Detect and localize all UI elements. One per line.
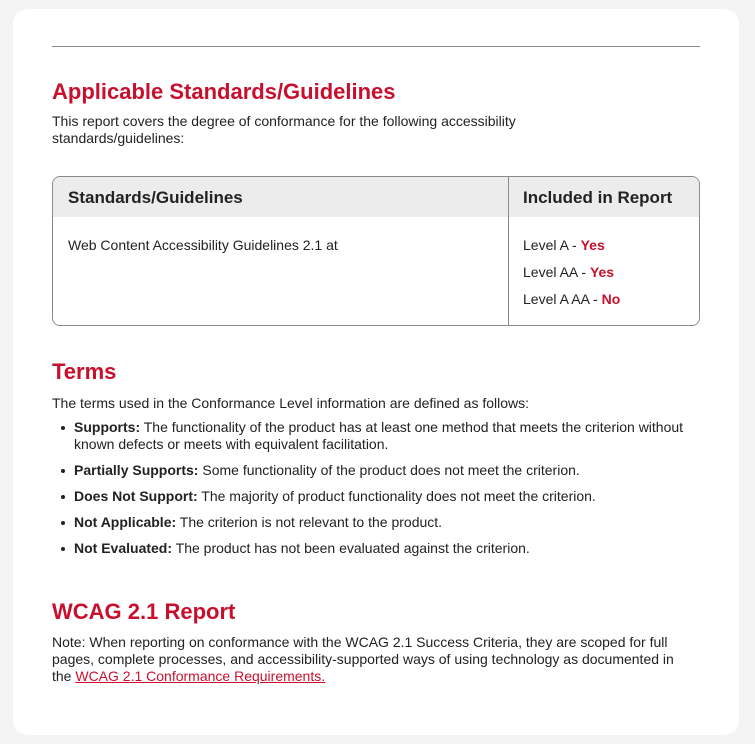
terms-intro: The terms used in the Conformance Level information are defined as follows:: [52, 395, 530, 411]
header-standards: Standards/Guidelines: [68, 188, 243, 207]
standards-table: [52, 176, 700, 326]
level-aaa-value: No: [601, 291, 621, 307]
term-text: The product has not been evaluated against the criterion.: [172, 540, 530, 556]
term-text: Some functionality of the product does not meet the criterion.: [198, 462, 580, 478]
standard-cell: Web Content Accessibility Guidelines 2.1 at: [68, 237, 338, 253]
list-item: [74, 514, 704, 531]
wcag-note-text: Note: When reporting on conformance with the WCAG 2.1 Success Criteria, they are scoped for full pages, complete processes, and accessibility-supported ways of using technology as documented in the: [52, 634, 674, 684]
column-divider: [508, 177, 509, 325]
level-aaa: [523, 291, 620, 318]
standards-heading: Applicable Standards/Guidelines: [52, 79, 396, 104]
term-text: The majority of product functionality does not meet the criterion.: [197, 488, 596, 504]
level-aa-label: Level AA -: [523, 264, 590, 280]
list-item: [74, 488, 704, 505]
term-label: Supports:: [74, 419, 141, 435]
level-aaa-label: Level A AA -: [523, 291, 602, 307]
wcag-heading: WCAG 2.1 Report: [52, 599, 236, 624]
header-included: Included in Report: [523, 188, 673, 207]
wcag-note: [52, 634, 697, 685]
term-label: Not Applicable:: [74, 514, 177, 530]
list-item: [74, 540, 704, 557]
level-aa: [523, 264, 620, 291]
term-label: Not Evaluated:: [74, 540, 173, 556]
levels-cell: [523, 237, 620, 318]
level-a: [523, 237, 620, 264]
list-item: [74, 419, 704, 453]
terms-heading: Terms: [52, 359, 117, 384]
wcag-requirements-link[interactable]: WCAG 2.1 Conformance Requirements.: [75, 668, 326, 684]
term-text: The criterion is not relevant to the product.: [176, 514, 443, 530]
level-a-value: Yes: [580, 237, 605, 253]
report-card: [13, 9, 739, 735]
level-aa-value: Yes: [589, 264, 615, 280]
standards-intro: This report covers the degree of conformance for the following accessibility standards/guidelines:: [52, 113, 516, 146]
term-label: Does Not Support:: [74, 488, 198, 504]
top-divider: [52, 46, 700, 47]
level-a-label: Level A -: [523, 237, 581, 253]
terms-list: [52, 419, 704, 566]
term-text: The functionality of the product has at least one method that meets the criterion without known defects or meets with equivalent facilitation.: [74, 419, 684, 452]
list-item: [74, 462, 704, 479]
term-label: Partially Supports:: [74, 462, 199, 478]
